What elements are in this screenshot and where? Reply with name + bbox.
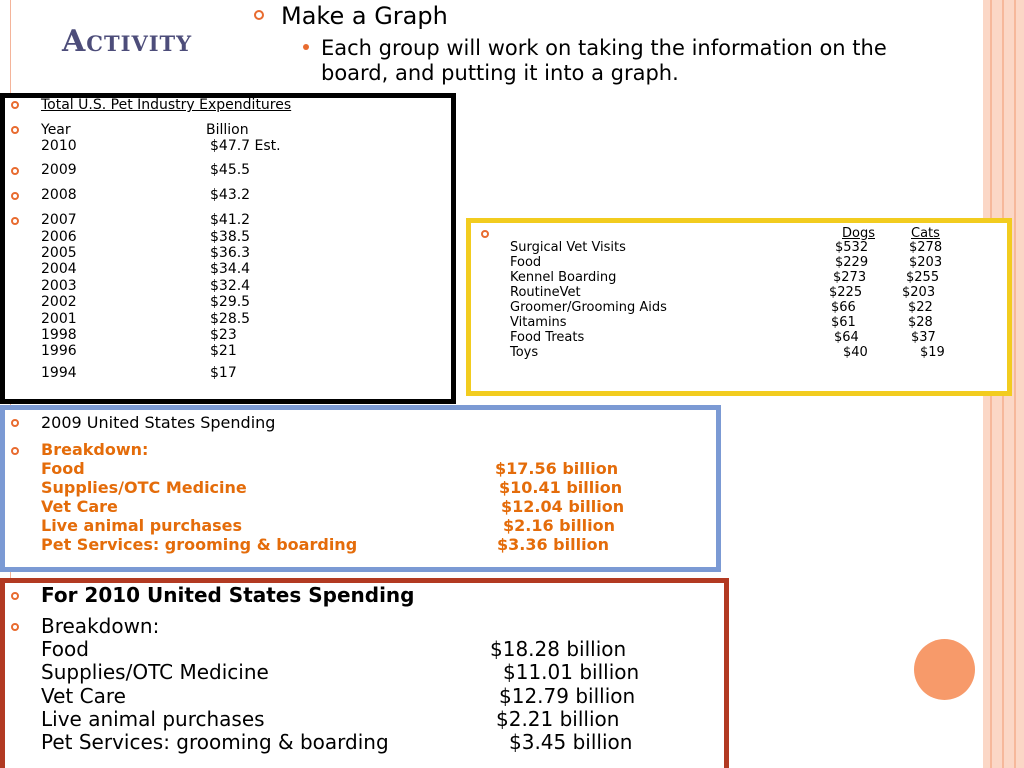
- main-bullet: Make a Graph: [281, 2, 448, 30]
- bullet-icon: [11, 167, 19, 175]
- pets-label: Groomer/Grooming Aids: [510, 300, 667, 315]
- spending-2010-label: Live animal purchases: [41, 706, 265, 731]
- industry-heading: Total U.S. Pet Industry Expenditures: [41, 97, 292, 113]
- industry-value: $43.2: [210, 187, 251, 203]
- industry-year: 2008: [41, 187, 77, 203]
- slide-title: Activity: [62, 24, 193, 59]
- spending-2010-breakdown: Breakdown:: [41, 614, 160, 638]
- industry-value: $28.5: [210, 311, 251, 327]
- bullet-icon: [254, 10, 264, 20]
- decor-circle: [914, 639, 975, 700]
- spending-2009-label: Live animal purchases: [41, 516, 243, 535]
- decor-stripe: [1014, 0, 1016, 768]
- industry-value: $47.7 Est.: [210, 138, 281, 154]
- industry-value: $45.5: [210, 162, 251, 178]
- spending-2010-label: Pet Services: grooming & boarding: [41, 730, 389, 755]
- bullet-icon: [11, 447, 19, 455]
- spending-2009-heading: 2009 United States Spending: [41, 413, 276, 432]
- sub-bullet-line: board, and putting it into a graph.: [321, 61, 679, 85]
- spending-2009-label: Vet Care: [41, 497, 118, 516]
- bullet-icon: [11, 192, 19, 200]
- pets-cats-value: $37: [911, 330, 936, 345]
- spending-2010-value: $12.79 billion: [499, 683, 636, 708]
- industry-year: 2007: [41, 212, 77, 228]
- spending-2009-label: Supplies/OTC Medicine: [41, 478, 247, 497]
- industry-value: $29.5: [210, 294, 251, 310]
- pets-label: Toys: [510, 345, 539, 360]
- col-cats-header: Cats: [911, 226, 940, 241]
- industry-value: $32.4: [210, 278, 251, 294]
- pets-dogs-value: $40: [843, 345, 868, 360]
- industry-value: $38.5: [210, 229, 251, 245]
- pets-dogs-value: $229: [835, 255, 869, 270]
- industry-year: 1994: [41, 365, 77, 381]
- pets-cats-value: $22: [908, 300, 933, 315]
- industry-value: $36.3: [210, 245, 251, 261]
- spending-2009-value: $10.41 billion: [499, 478, 623, 497]
- pets-label: Food: [510, 255, 542, 270]
- bullet-icon: [11, 419, 19, 427]
- spending-2009-value: $17.56 billion: [495, 459, 619, 478]
- industry-value: $23: [210, 327, 237, 343]
- pets-dogs-value: $64: [834, 330, 859, 345]
- spending-2010-value: $18.28 billion: [490, 637, 627, 661]
- pets-dogs-value: $225: [829, 285, 863, 300]
- bullet-icon: [11, 126, 19, 134]
- industry-year: 2002: [41, 294, 77, 310]
- industry-value: $17: [210, 365, 237, 381]
- pets-label: Vitamins: [510, 315, 567, 330]
- spending-2009-breakdown: Breakdown:: [41, 440, 149, 459]
- industry-year: 2010: [41, 138, 77, 154]
- col-billion-header: Billion: [206, 122, 249, 138]
- industry-value: $41.2: [210, 212, 251, 228]
- industry-year: 2006: [41, 229, 77, 245]
- pets-label: Kennel Boarding: [510, 270, 617, 285]
- spending-2010-label: Supplies/OTC Medicine: [41, 660, 269, 685]
- industry-year: 2003: [41, 278, 77, 294]
- sub-bullet-icon: [303, 44, 309, 50]
- pets-cats-value: $255: [906, 270, 940, 285]
- spending-2009-value: $12.04 billion: [501, 497, 625, 516]
- industry-year: 2009: [41, 162, 77, 178]
- pets-cats-value: $203: [902, 285, 936, 300]
- spending-2010-value: $2.21 billion: [496, 706, 620, 731]
- spending-2009-value: $3.36 billion: [497, 535, 609, 554]
- industry-year: 2004: [41, 261, 77, 277]
- pets-dogs-value: $273: [833, 270, 867, 285]
- spending-2010-value: $3.45 billion: [509, 730, 633, 755]
- industry-year: 2001: [41, 311, 77, 327]
- industry-value: $21: [210, 343, 237, 359]
- spending-2009-value: $2.16 billion: [503, 516, 615, 535]
- spending-2010-label: Food: [41, 637, 89, 661]
- pets-dogs-value: $532: [835, 240, 869, 255]
- industry-year: 1998: [41, 327, 77, 343]
- pets-label: Surgical Vet Visits: [510, 240, 626, 255]
- pets-cats-value: $278: [909, 240, 943, 255]
- bullet-icon: [11, 623, 19, 631]
- industry-value: $34.4: [210, 261, 251, 277]
- pets-label: Food Treats: [510, 330, 585, 345]
- spending-2010-label: Vet Care: [41, 683, 126, 708]
- spending-2010-heading: For 2010 United States Spending: [41, 583, 415, 607]
- bullet-icon: [11, 217, 19, 225]
- pets-cats-value: $28: [908, 315, 933, 330]
- sub-bullet-line: Each group will work on taking the information on the: [321, 36, 887, 60]
- industry-year: 2005: [41, 245, 77, 261]
- pets-dogs-value: $66: [831, 300, 856, 315]
- pets-cats-value: $19: [920, 345, 945, 360]
- pets-label: RoutineVet: [510, 285, 581, 300]
- spending-2009-label: Food: [41, 459, 85, 478]
- col-dogs-header: Dogs: [842, 226, 875, 241]
- col-year-header: Year: [41, 122, 71, 138]
- pets-dogs-value: $61: [831, 315, 856, 330]
- spending-2009-label: Pet Services: grooming & boarding: [41, 535, 358, 554]
- pets-cats-value: $203: [909, 255, 943, 270]
- bullet-icon: [11, 101, 19, 109]
- bullet-icon: [481, 230, 489, 238]
- bullet-icon: [11, 592, 19, 600]
- spending-2010-value: $11.01 billion: [503, 660, 640, 685]
- industry-year: 1996: [41, 343, 77, 359]
